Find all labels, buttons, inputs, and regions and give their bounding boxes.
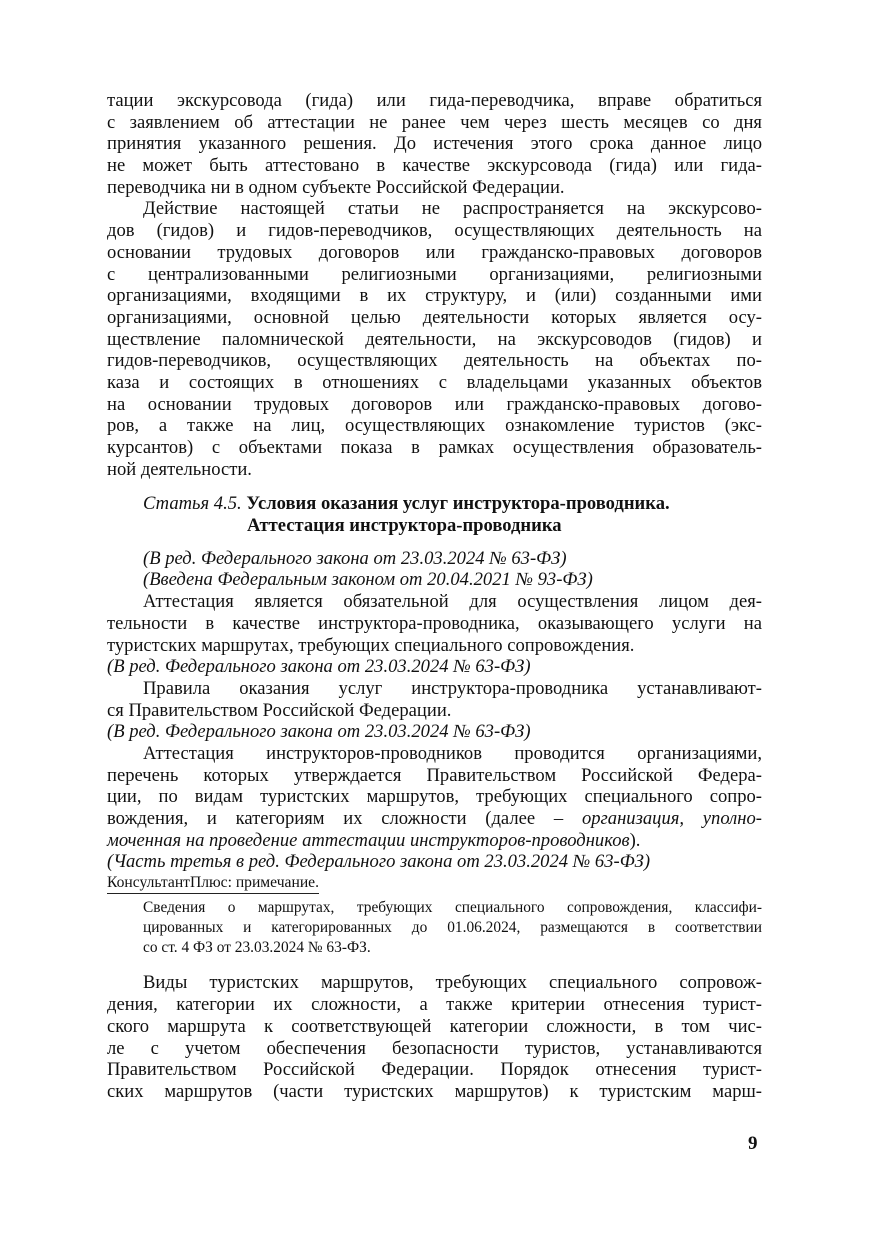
article-heading-line: [107, 493, 762, 515]
text-line: с централизованными религиозными организациями, религиозными: [107, 263, 762, 285]
amendments-block: [107, 548, 762, 591]
text-line: ции, по видам туристских маршрутов, требующих специального сопро-: [107, 786, 762, 808]
article-label: Статья 4.5.: [143, 493, 242, 515]
text-line: ществление паломнической деятельности, на экскурсоводов (гидов) и: [107, 328, 762, 350]
article-title: Условия оказания услуг инструктора-проводника.: [246, 493, 670, 515]
text-line: тации экскурсовода (гида) или гида-переводчика, вправе обратиться: [107, 90, 762, 111]
text-line: курсантов) с объектами показа в рамках осуществления образователь-: [107, 437, 762, 458]
amendment-note: (В ред. Федерального закона от 23.03.2024 № 63-ФЗ): [107, 721, 531, 743]
paragraph-3: [107, 591, 762, 678]
text-line: основании трудовых договоров или гражданско-правовых договоров: [107, 241, 762, 263]
text-line: Виды туристских маршрутов, требующих специального сопровож-: [143, 972, 762, 994]
text-line: ся Правительством Российской Федерации.: [107, 699, 452, 721]
text-line: организациями, основной целью деятельности которых является осу-: [107, 306, 762, 328]
text-span-italic: организация, уполно-: [581, 808, 762, 829]
amendment-note: (В ред. Федерального закона от 23.03.2024 № 63-ФЗ): [143, 547, 567, 569]
text-line: ле с учетом обеспечения безопасности туристов, устанавливаются: [107, 1037, 762, 1059]
text-span: вождения, и категориям их сложности (далее –: [107, 808, 582, 829]
text-line: Аттестация является обязательной для осуществления лицом дея-: [143, 591, 762, 613]
note-title[interactable]: КонсультантПлюс: примечание.: [107, 874, 319, 894]
paragraph-2: [107, 198, 762, 480]
page-body: [107, 90, 762, 1103]
text-line: на основании трудовых договоров или гражданско-правовых догово-: [107, 393, 762, 415]
text-line: каза и состоящих в отношениях с владельцами указанных объектов: [107, 371, 762, 393]
paragraph-4: [107, 678, 762, 743]
paragraph-5: [107, 743, 762, 873]
note-body: [143, 898, 762, 957]
text-line: ров, а также на лиц, осуществляющих ознакомление туристов (экс-: [107, 415, 762, 437]
text-line: тельности в качестве инструктора-проводника, оказывающего услуги на: [107, 612, 762, 634]
text-span: ).: [629, 829, 641, 851]
text-line: ной деятельности.: [107, 458, 252, 480]
text-line: переводчика ни в одном субъекте Российской Федерации.: [107, 176, 565, 198]
text-line: гидов-переводчиков, осуществляющих деятельность на объектах по-: [107, 350, 762, 372]
text-line: перечень которых утверждается Правительством Российской Федера-: [107, 764, 762, 786]
amendment-note: (Часть третья в ред. Федерального закона от 23.03.2024 № 63-ФЗ): [107, 851, 651, 873]
text-span-italic: моченная на проведение аттестации инструкторов-проводников: [107, 829, 630, 851]
note-line: цированных и категорированных до 01.06.2024, размещаются в соответствии: [143, 918, 762, 936]
article-subtitle: Аттестация инструктора-проводника: [247, 515, 562, 537]
text-line: Аттестация инструкторов-проводников проводится организациями,: [143, 742, 762, 764]
article-heading: [107, 493, 762, 536]
amendment-note: (Введена Федеральным законом от 20.04.2021 № 93-ФЗ): [143, 569, 593, 591]
text-line: Правительством Российской Федерации. Порядок отнесения турист-: [107, 1059, 762, 1081]
note-line: со ст. 4 ФЗ от 23.03.2024 № 63-ФЗ.: [143, 938, 371, 956]
text-line: дов (гидов) и гидов-переводчиков, осуществляющих деятельность на: [107, 220, 762, 242]
text-line: [107, 830, 762, 852]
text-line: организациями, входящими в их структуру, и (или) созданными ими: [107, 285, 762, 307]
consultant-note: [107, 873, 762, 957]
text-line: принятия указанного решения. До истечения этого срока данное лицо: [107, 133, 762, 155]
text-line: Правила оказания услуг инструктора-проводника устанавливают-: [143, 677, 762, 699]
text-line: туристских маршрутах, требующих специального сопровождения.: [107, 634, 635, 656]
text-line: [107, 808, 762, 830]
text-line: ских маршрутов (части туристских маршрутов) к туристским марш-: [107, 1080, 762, 1102]
paragraph-1: [107, 90, 762, 198]
note-line: Сведения о маршрутах, требующих специального сопровождения, классифи-: [143, 899, 762, 917]
amendment-note: (В ред. Федерального закона от 23.03.2024 № 63-ФЗ): [107, 656, 531, 678]
text-line: не может быть аттестовано в качестве экскурсовода (гида) или гида-: [107, 155, 762, 177]
page-number: 9: [748, 1133, 758, 1154]
text-line: дения, категории их сложности, а также критерии отнесения турист-: [107, 994, 762, 1016]
text-line: ского маршрута к соответствующей категории сложности, в том чис-: [107, 1015, 762, 1037]
paragraph-6: [107, 972, 762, 1102]
text-line: с заявлением об аттестации не ранее чем через шесть месяцев со дня: [107, 111, 762, 133]
text-line: Действие настоящей статьи не распространяется на экскурсово-: [143, 198, 762, 220]
